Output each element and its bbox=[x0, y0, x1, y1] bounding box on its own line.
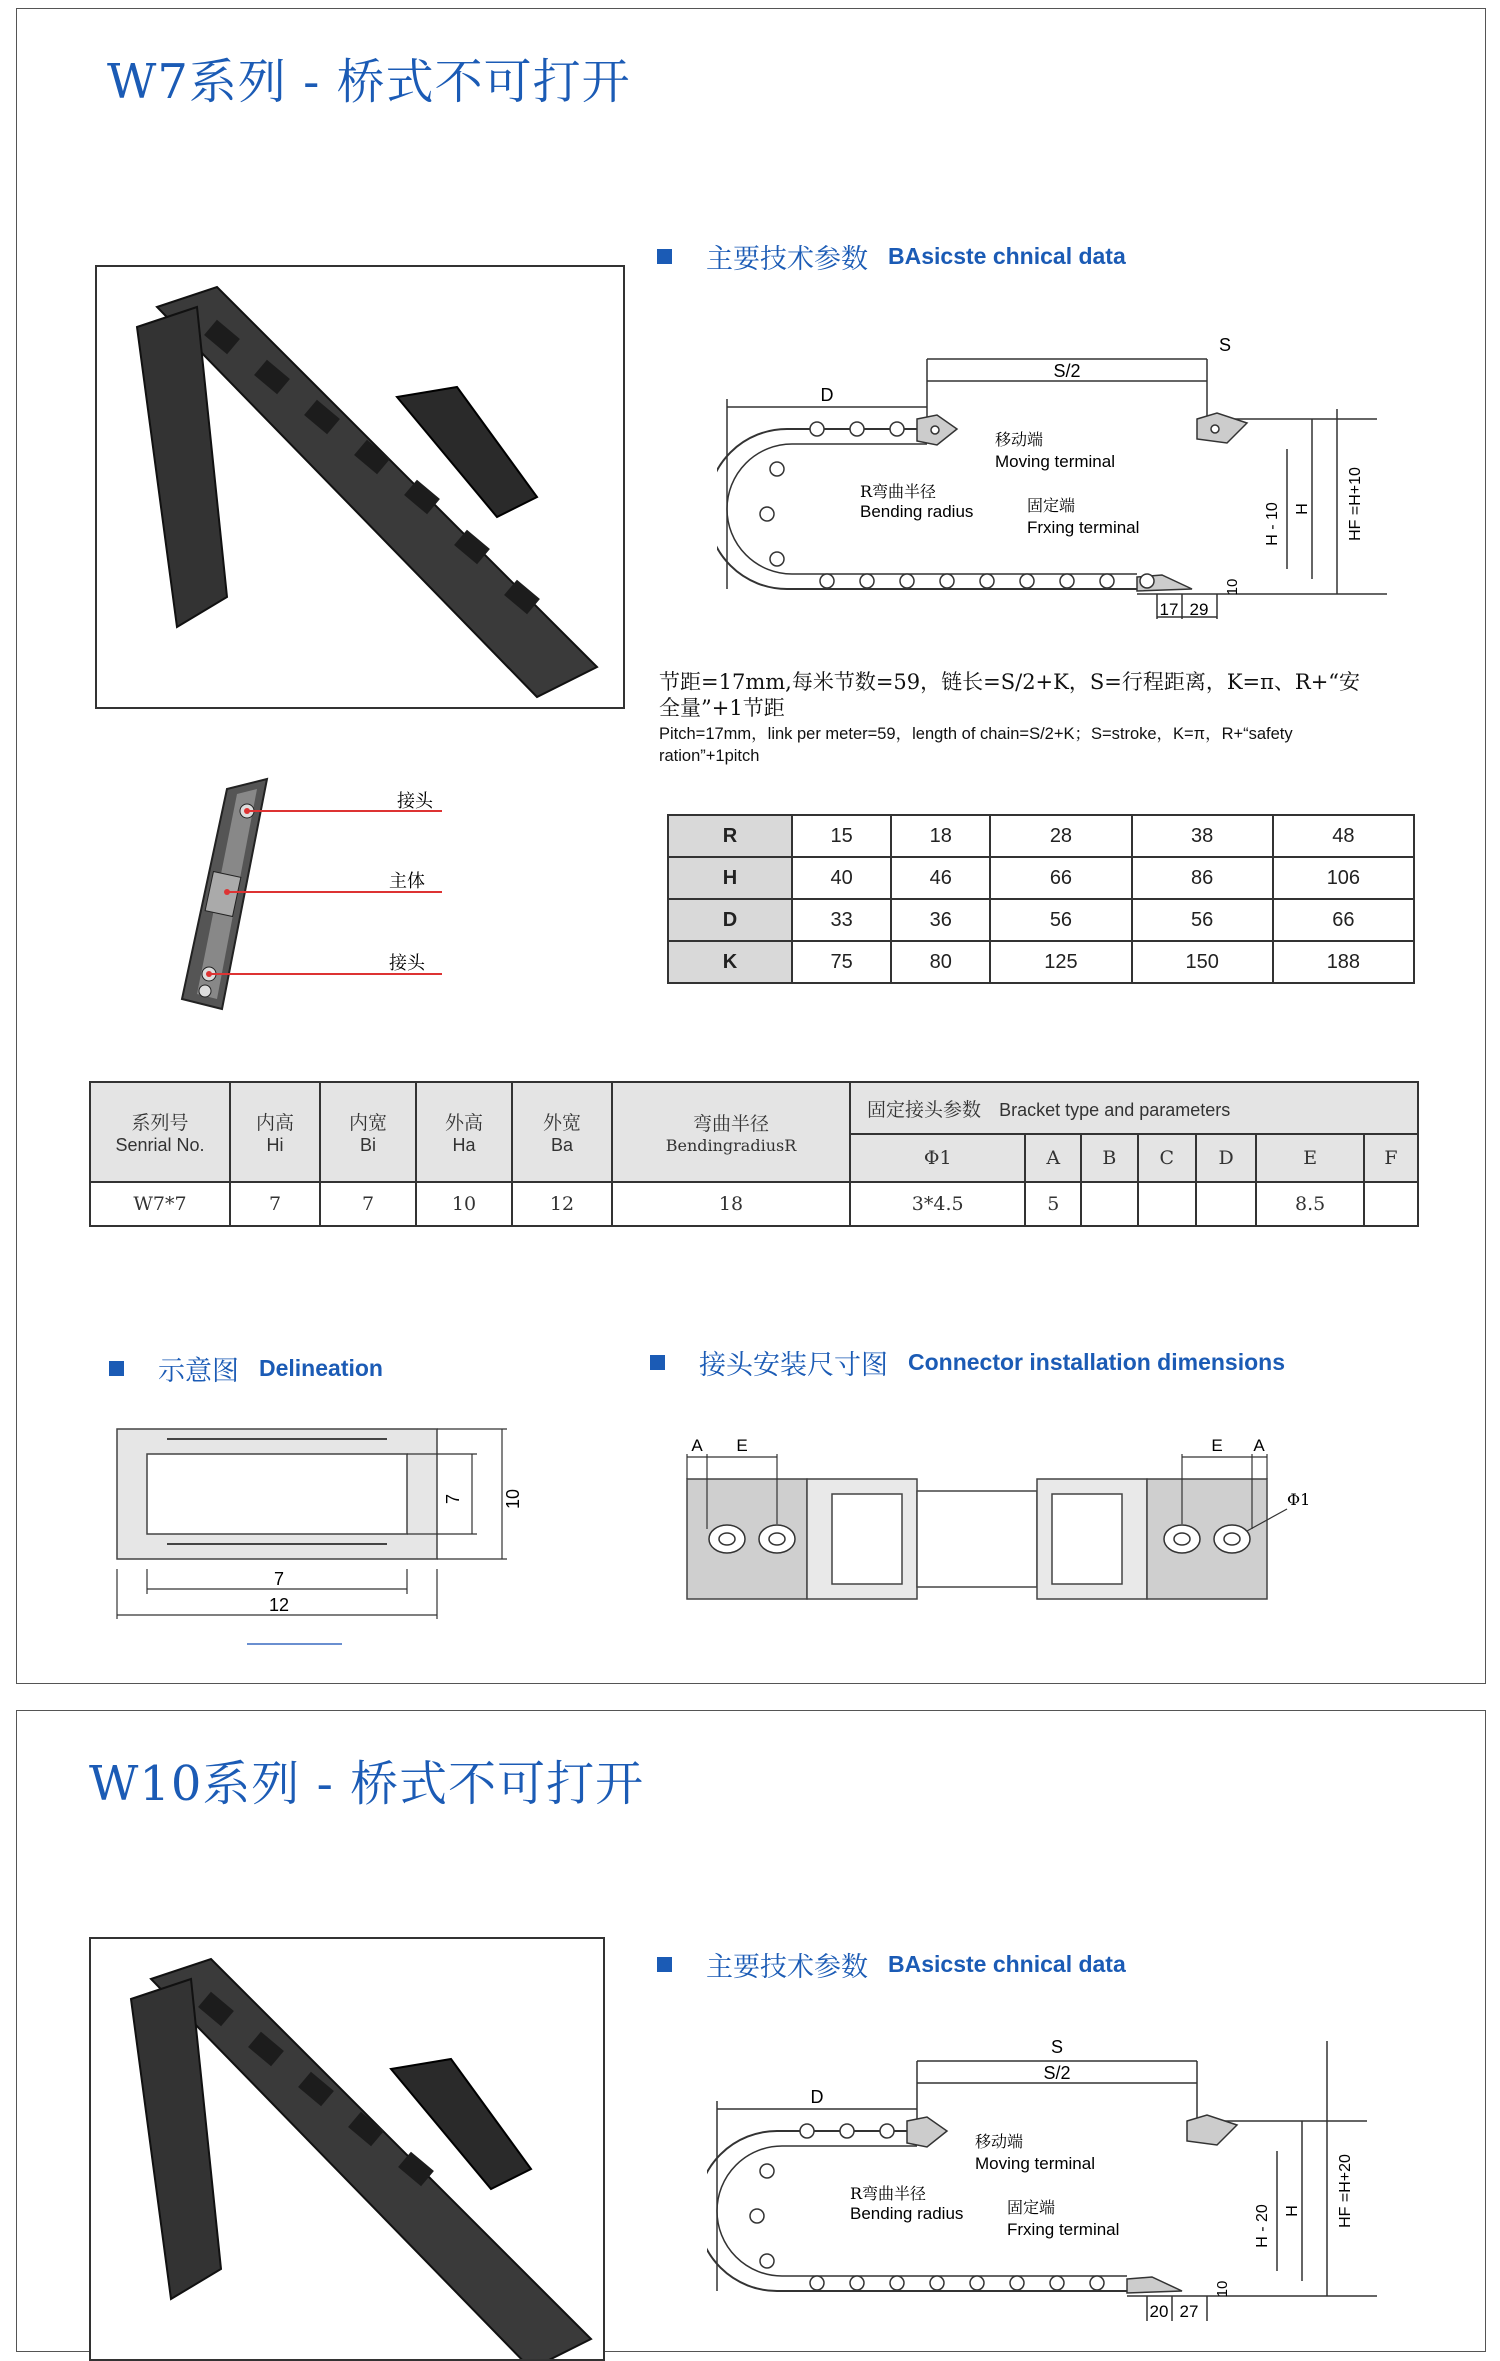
fixed-terminal-en: Frxing terminal bbox=[1007, 2220, 1120, 2239]
bracket-subheader: A bbox=[1025, 1134, 1081, 1182]
chain-link-parts-diagram bbox=[157, 769, 467, 1019]
parameter-cell bbox=[1138, 1182, 1196, 1226]
note-en-line1: Pitch=17mm，link per meter=59，length of chain=S/2+K；S=stroke，K=π，R+“safety bbox=[659, 725, 1293, 743]
label-s-half: S/2 bbox=[1053, 361, 1081, 381]
label-10: 10 bbox=[1214, 2280, 1231, 2298]
dim-a-right: A bbox=[1253, 1436, 1265, 1455]
bullet-square-icon bbox=[109, 1361, 124, 1376]
note-cn-line2: 全量”+1节距 bbox=[659, 696, 785, 720]
spec-row-k bbox=[668, 941, 1414, 983]
spec-row-h bbox=[668, 857, 1414, 899]
parameter-cell: 7 bbox=[230, 1182, 320, 1226]
bracket-subheader: F bbox=[1364, 1134, 1418, 1182]
parameter-cell: 3*4.5 bbox=[850, 1182, 1025, 1226]
spec-cell: 18 bbox=[891, 815, 990, 857]
label-hf: HF =H+10 bbox=[1347, 467, 1364, 541]
label-h-minus: H - 10 bbox=[1264, 502, 1281, 546]
spec-cell: 86 bbox=[1132, 857, 1273, 899]
parameter-cell bbox=[1364, 1182, 1418, 1226]
bracket-subheader: D bbox=[1196, 1134, 1256, 1182]
label-h: H bbox=[1284, 2205, 1301, 2217]
dim-e-left: E bbox=[736, 1436, 748, 1455]
page-title: W7系列 - 桥式不可打开 bbox=[107, 54, 631, 110]
outer-width-label: 12 bbox=[268, 1595, 290, 1615]
page-title: W10系列 - 桥式不可打开 bbox=[89, 1756, 645, 1812]
spec-cell: 56 bbox=[990, 899, 1131, 941]
spec-cell: 28 bbox=[990, 815, 1131, 857]
spec-cell: 106 bbox=[1273, 857, 1414, 899]
w7-panel bbox=[16, 8, 1486, 1684]
chain-dimension-diagram bbox=[707, 2021, 1397, 2341]
part-bottom-label: 接头 bbox=[389, 953, 425, 974]
label-dim2: 27 bbox=[1179, 2302, 1199, 2321]
chain-photo bbox=[95, 265, 625, 709]
spec-row-r bbox=[668, 815, 1414, 857]
col-hi: 内高 Hi bbox=[230, 1082, 320, 1182]
parameter-cell bbox=[1081, 1182, 1137, 1226]
rhdk-table bbox=[667, 814, 1415, 984]
spec-cell: 15 bbox=[792, 815, 891, 857]
inner-width-label: 7 bbox=[273, 1569, 285, 1589]
col-bending-radius: 弯曲半径 BendingradiusR bbox=[612, 1082, 850, 1182]
chain-photo bbox=[89, 1937, 605, 2361]
delineation-drawing bbox=[107, 1419, 557, 1659]
spec-cell: 125 bbox=[990, 941, 1131, 983]
moving-terminal-en: Moving terminal bbox=[975, 2154, 1095, 2173]
label-dim1: 20 bbox=[1149, 2302, 1169, 2321]
parameter-cell: 7 bbox=[320, 1182, 416, 1226]
spec-row-d bbox=[668, 899, 1414, 941]
bending-radius-cn: R弯曲半径 bbox=[850, 2184, 927, 2203]
bending-radius-cn: R弯曲半径 bbox=[860, 482, 937, 501]
bullet-square-icon bbox=[650, 1355, 665, 1370]
parameter-cell: 18 bbox=[612, 1182, 850, 1226]
label-h: H bbox=[1294, 503, 1311, 515]
bracket-subheader: Φ1 bbox=[850, 1134, 1025, 1182]
spec-cell: 188 bbox=[1273, 941, 1414, 983]
spec-cell: 80 bbox=[891, 941, 990, 983]
label-10: 10 bbox=[1224, 578, 1241, 596]
spec-cell: 40 bbox=[792, 857, 891, 899]
connector-drawing bbox=[667, 1419, 1327, 1609]
bracket-subheader: C bbox=[1138, 1134, 1196, 1182]
fixed-terminal-cn: 固定端 bbox=[1027, 496, 1076, 515]
spec-cell: 66 bbox=[990, 857, 1131, 899]
spec-cell: 33 bbox=[792, 899, 891, 941]
spec-cell: 46 bbox=[891, 857, 990, 899]
label-dim2: 29 bbox=[1189, 600, 1209, 619]
outer-height-label: 10 bbox=[503, 1488, 523, 1510]
parameter-cell: 5 bbox=[1025, 1182, 1081, 1226]
part-body-label: 主体 bbox=[389, 871, 425, 892]
parameter-cell bbox=[1196, 1182, 1256, 1226]
bending-radius-en: Bending radius bbox=[860, 502, 974, 521]
bracket-subheader: B bbox=[1081, 1134, 1137, 1182]
chain-dimension-diagram bbox=[717, 319, 1407, 639]
col-bi: 内宽 Bi bbox=[320, 1082, 416, 1182]
section-technical-data: 主要技术参数 BAsicste chnical data bbox=[657, 237, 1126, 276]
label-s: S bbox=[1218, 335, 1232, 355]
spec-cell: 75 bbox=[792, 941, 891, 983]
bullet-square-icon bbox=[657, 249, 672, 264]
part-top-label: 接头 bbox=[397, 791, 433, 812]
moving-terminal-en: Moving terminal bbox=[995, 452, 1115, 471]
section-technical-data: 主要技术参数 BAsicste chnical data bbox=[657, 1945, 1126, 1984]
w10-panel bbox=[16, 1710, 1486, 2352]
spec-cell: 48 bbox=[1273, 815, 1414, 857]
spec-row-label: R bbox=[668, 815, 792, 857]
bracket-subheader: E bbox=[1256, 1134, 1364, 1182]
inner-height-label: 7 bbox=[443, 1493, 463, 1505]
col-ha: 外高 Ha bbox=[416, 1082, 512, 1182]
label-d: D bbox=[810, 2087, 824, 2107]
moving-terminal-cn: 移动端 bbox=[975, 2132, 1024, 2151]
parameter-cell: 10 bbox=[416, 1182, 512, 1226]
parameter-cell: W7*7 bbox=[90, 1182, 230, 1226]
note-en-line2: ration”+1pitch bbox=[659, 747, 760, 765]
dim-e-right: E bbox=[1211, 1436, 1223, 1455]
fixed-terminal-en: Frxing terminal bbox=[1027, 518, 1140, 537]
parameter-table bbox=[89, 1081, 1419, 1227]
label-h-minus: H - 20 bbox=[1254, 2204, 1271, 2248]
dim-a-left: A bbox=[691, 1436, 703, 1455]
fixed-terminal-cn: 固定端 bbox=[1007, 2198, 1056, 2217]
spec-row-label: H bbox=[668, 857, 792, 899]
col-series: 系列号 Senrial No. bbox=[90, 1082, 230, 1182]
spec-cell: 150 bbox=[1132, 941, 1273, 983]
label-d: D bbox=[820, 385, 834, 405]
spec-row-label: K bbox=[668, 941, 792, 983]
label-dim1: 17 bbox=[1159, 600, 1179, 619]
bending-radius-en: Bending radius bbox=[850, 2204, 964, 2223]
bullet-square-icon bbox=[657, 1957, 672, 1972]
spec-cell: 66 bbox=[1273, 899, 1414, 941]
label-s: S bbox=[1050, 2037, 1064, 2057]
spec-cell: 36 bbox=[891, 899, 990, 941]
parameter-cell: 8.5 bbox=[1256, 1182, 1364, 1226]
parameter-cell: 12 bbox=[512, 1182, 612, 1226]
section-connector-dimensions: 接头安装尺寸图 Connector installation dimensions bbox=[650, 1343, 1285, 1382]
dim-phi: Φ1 bbox=[1287, 1490, 1311, 1509]
spec-cell: 56 bbox=[1132, 899, 1273, 941]
pitch-note bbox=[659, 669, 1459, 767]
spec-row-label: D bbox=[668, 899, 792, 941]
spec-cell: 38 bbox=[1132, 815, 1273, 857]
col-ba: 外宽 Ba bbox=[512, 1082, 612, 1182]
moving-terminal-cn: 移动端 bbox=[995, 430, 1044, 449]
note-cn-line1: 节距=17mm,每米节数=59，链长=S/2+K，S=行程距离，K=π、R+“安 bbox=[659, 670, 1361, 694]
section-delineation: 示意图 Delineation bbox=[109, 1349, 383, 1388]
label-s-half: S/2 bbox=[1043, 2063, 1071, 2083]
col-bracket: 固定接头参数 Bracket type and parameters bbox=[850, 1082, 1418, 1134]
label-hf: HF =H+20 bbox=[1337, 2154, 1354, 2228]
